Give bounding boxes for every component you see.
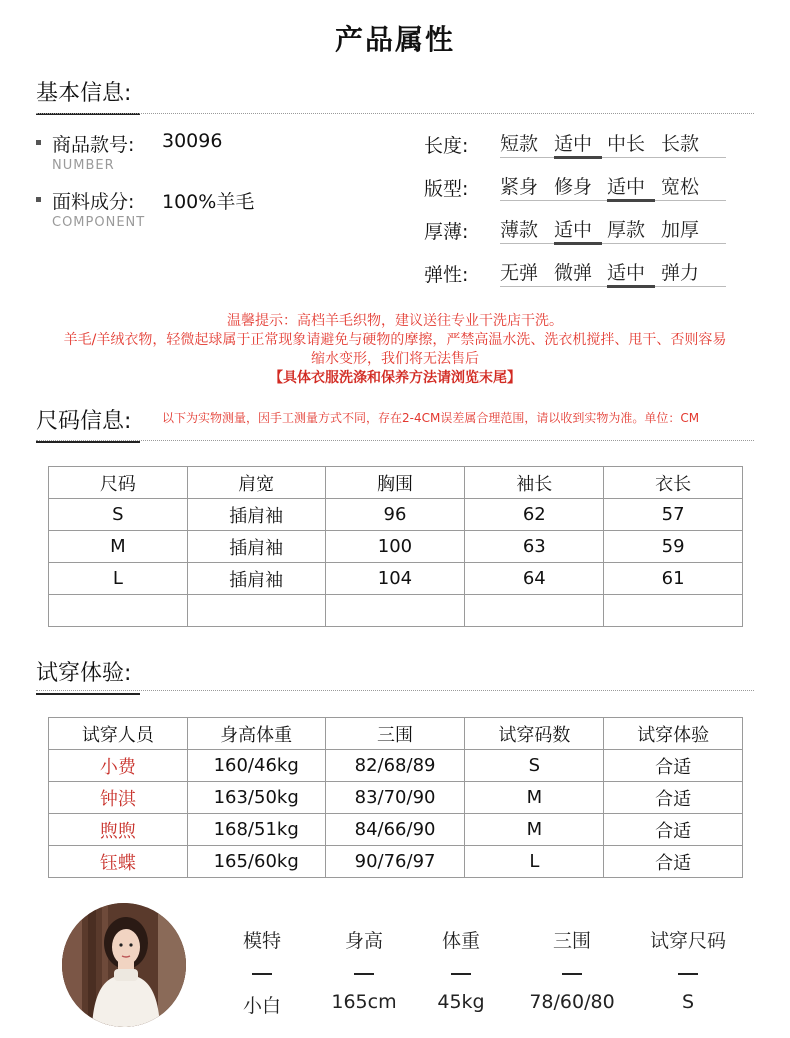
basic-info-heading	[36, 76, 131, 107]
number-en-label: NUMBER	[52, 158, 115, 173]
fitting-heading-text: 试穿体验:	[36, 661, 132, 686]
number-label: 商品款号:	[52, 134, 135, 156]
component-label: 面料成分:	[52, 191, 135, 213]
table-row	[49, 563, 743, 595]
model-column-value: S	[681, 991, 695, 1013]
option-choice-selected: 适中	[554, 215, 606, 242]
table-cell: 165/60kg	[187, 846, 325, 878]
option-baseline	[500, 243, 726, 244]
table-cell	[465, 595, 604, 627]
table-cell: M	[465, 814, 604, 846]
table-header-row	[49, 718, 743, 750]
table-row	[49, 782, 743, 814]
table-cell: 64	[465, 563, 604, 595]
dash-divider	[451, 973, 471, 975]
dash-divider	[562, 973, 582, 975]
table-cell: 钟淇	[49, 782, 188, 814]
option-label: 弹性:	[424, 264, 469, 286]
table-cell: 57	[604, 499, 743, 531]
option-choice: 长款	[661, 133, 700, 155]
table-cell: L	[465, 846, 604, 878]
bullet-icon	[36, 197, 41, 202]
option-choice: 中长	[607, 133, 646, 155]
option-row	[424, 258, 734, 288]
table-header-cell: 衣长	[604, 467, 743, 499]
table-cell: 82/68/89	[325, 750, 465, 782]
model-column-header: 体重	[441, 930, 480, 952]
table-row	[49, 531, 743, 563]
option-label: 厚薄:	[424, 221, 469, 243]
number-value: 30096	[162, 130, 223, 152]
table-cell	[49, 595, 188, 627]
model-column-value: 78/60/80	[529, 991, 615, 1013]
divider	[36, 690, 754, 691]
table-cell: S	[465, 750, 604, 782]
option-choice: 微弹	[554, 262, 593, 284]
model-column-header: 三围	[552, 930, 591, 952]
option-choice-selected: 适中	[607, 258, 659, 285]
table-row	[49, 750, 743, 782]
option-choice-selected: 适中	[607, 172, 659, 199]
table-row	[49, 846, 743, 878]
table-header-cell: 肩宽	[187, 467, 325, 499]
table-cell: 96	[325, 499, 465, 531]
option-choice: 宽松	[661, 176, 700, 198]
table-header-cell: 三围	[325, 718, 465, 750]
option-choice: 加厚	[661, 219, 700, 241]
model-column-header: 试穿尺码	[649, 930, 726, 952]
table-cell: 合适	[604, 846, 743, 878]
table-cell: 163/50kg	[187, 782, 325, 814]
table-cell	[187, 595, 325, 627]
table-cell	[604, 595, 743, 627]
size-note: 以下为实物测量，因手工测量方式不同，存在2-4CM误差属合理范围，请以收到实物为准。单位：CM	[162, 411, 700, 425]
divider	[36, 440, 754, 441]
table-cell: M	[49, 531, 188, 563]
table-cell: L	[49, 563, 188, 595]
notice-line-3: 缩水变形，我们将无法售后	[311, 351, 479, 367]
table-cell: 83/70/90	[325, 782, 465, 814]
size-info-heading	[36, 404, 131, 435]
model-column	[638, 926, 738, 1013]
component-value: 100%羊毛	[162, 191, 255, 213]
bullet-icon	[36, 140, 41, 145]
table-cell: 插肩袖	[187, 531, 325, 563]
model-column-value: 165cm	[331, 991, 397, 1013]
dash-divider	[678, 973, 698, 975]
model-column	[411, 926, 511, 1013]
table-row	[49, 499, 743, 531]
table-cell: 59	[604, 531, 743, 563]
table-cell: 61	[604, 563, 743, 595]
fitting-heading	[36, 656, 131, 687]
page-title: 产品属性	[334, 23, 455, 56]
table-cell: 100	[325, 531, 465, 563]
dash-divider	[252, 973, 272, 975]
size-info-heading-text: 尺码信息:	[36, 409, 132, 434]
option-baseline	[500, 157, 726, 158]
table-header-row	[49, 467, 743, 499]
size-table	[48, 466, 743, 627]
table-row	[49, 595, 743, 627]
table-cell: 104	[325, 563, 465, 595]
table-header-cell: 尺码	[49, 467, 188, 499]
model-column	[314, 926, 414, 1013]
heading-underline	[36, 441, 140, 443]
table-cell: M	[465, 782, 604, 814]
basic-info-heading-text: 基本信息:	[36, 81, 132, 106]
table-cell: 插肩袖	[187, 563, 325, 595]
model-column	[212, 926, 312, 1018]
model-portrait-icon	[62, 903, 186, 1027]
table-cell	[325, 595, 465, 627]
fitting-table	[48, 717, 743, 878]
notice-line-2: 羊毛/羊绒衣物，轻微起球属于正常现象请避免与硬物的摩擦，严禁高温水洗、洗衣机搅拌、甩干、否则容易	[63, 332, 727, 348]
table-header-cell: 胸围	[325, 467, 465, 499]
table-header-cell: 试穿人员	[49, 718, 188, 750]
divider	[36, 113, 754, 114]
table-cell: 160/46kg	[187, 750, 325, 782]
table-header-cell: 试穿码数	[465, 718, 604, 750]
table-cell: 168/51kg	[187, 814, 325, 846]
option-choice: 无弹	[500, 262, 539, 284]
option-choice: 薄款	[500, 219, 539, 241]
table-cell: 合适	[604, 782, 743, 814]
option-choice: 修身	[554, 176, 593, 198]
option-choice: 紧身	[500, 176, 539, 198]
component-en-label: COMPONENT	[52, 215, 146, 230]
table-header-cell: 身高体重	[187, 718, 325, 750]
table-cell: 62	[465, 499, 604, 531]
table-cell: S	[49, 499, 188, 531]
table-cell: 插肩袖	[187, 499, 325, 531]
heading-underline	[36, 693, 140, 695]
table-cell: 钰蝶	[49, 846, 188, 878]
table-cell: 合适	[604, 814, 743, 846]
table-header-cell: 袖长	[465, 467, 604, 499]
option-choice: 弹力	[661, 262, 700, 284]
option-choice: 短款	[500, 133, 539, 155]
table-row	[49, 814, 743, 846]
model-column-value: 45kg	[437, 991, 485, 1013]
dash-divider	[354, 973, 374, 975]
notice-line-4: 【具体衣服洗涤和保养方法请浏览末尾】	[269, 370, 521, 386]
option-row	[424, 215, 734, 245]
table-header-cell: 试穿体验	[604, 718, 743, 750]
option-row	[424, 172, 734, 202]
model-column-value: 小白	[242, 995, 281, 1017]
option-choice-selected: 适中	[554, 129, 606, 156]
table-cell: 84/66/90	[325, 814, 465, 846]
option-row	[424, 129, 734, 159]
option-choice: 厚款	[607, 219, 646, 241]
table-cell: 合适	[604, 750, 743, 782]
model-column-header: 身高	[344, 930, 383, 952]
table-cell: 煦煦	[49, 814, 188, 846]
notice-line-1: 温馨提示：高档羊毛织物，建议送往专业干洗店干洗。	[227, 313, 563, 329]
table-cell: 90/76/97	[325, 846, 465, 878]
table-cell: 小费	[49, 750, 188, 782]
model-column	[522, 926, 622, 1013]
model-column-header: 模特	[242, 930, 281, 952]
table-cell: 63	[465, 531, 604, 563]
option-label: 长度:	[424, 135, 469, 157]
option-label: 版型:	[424, 178, 469, 200]
